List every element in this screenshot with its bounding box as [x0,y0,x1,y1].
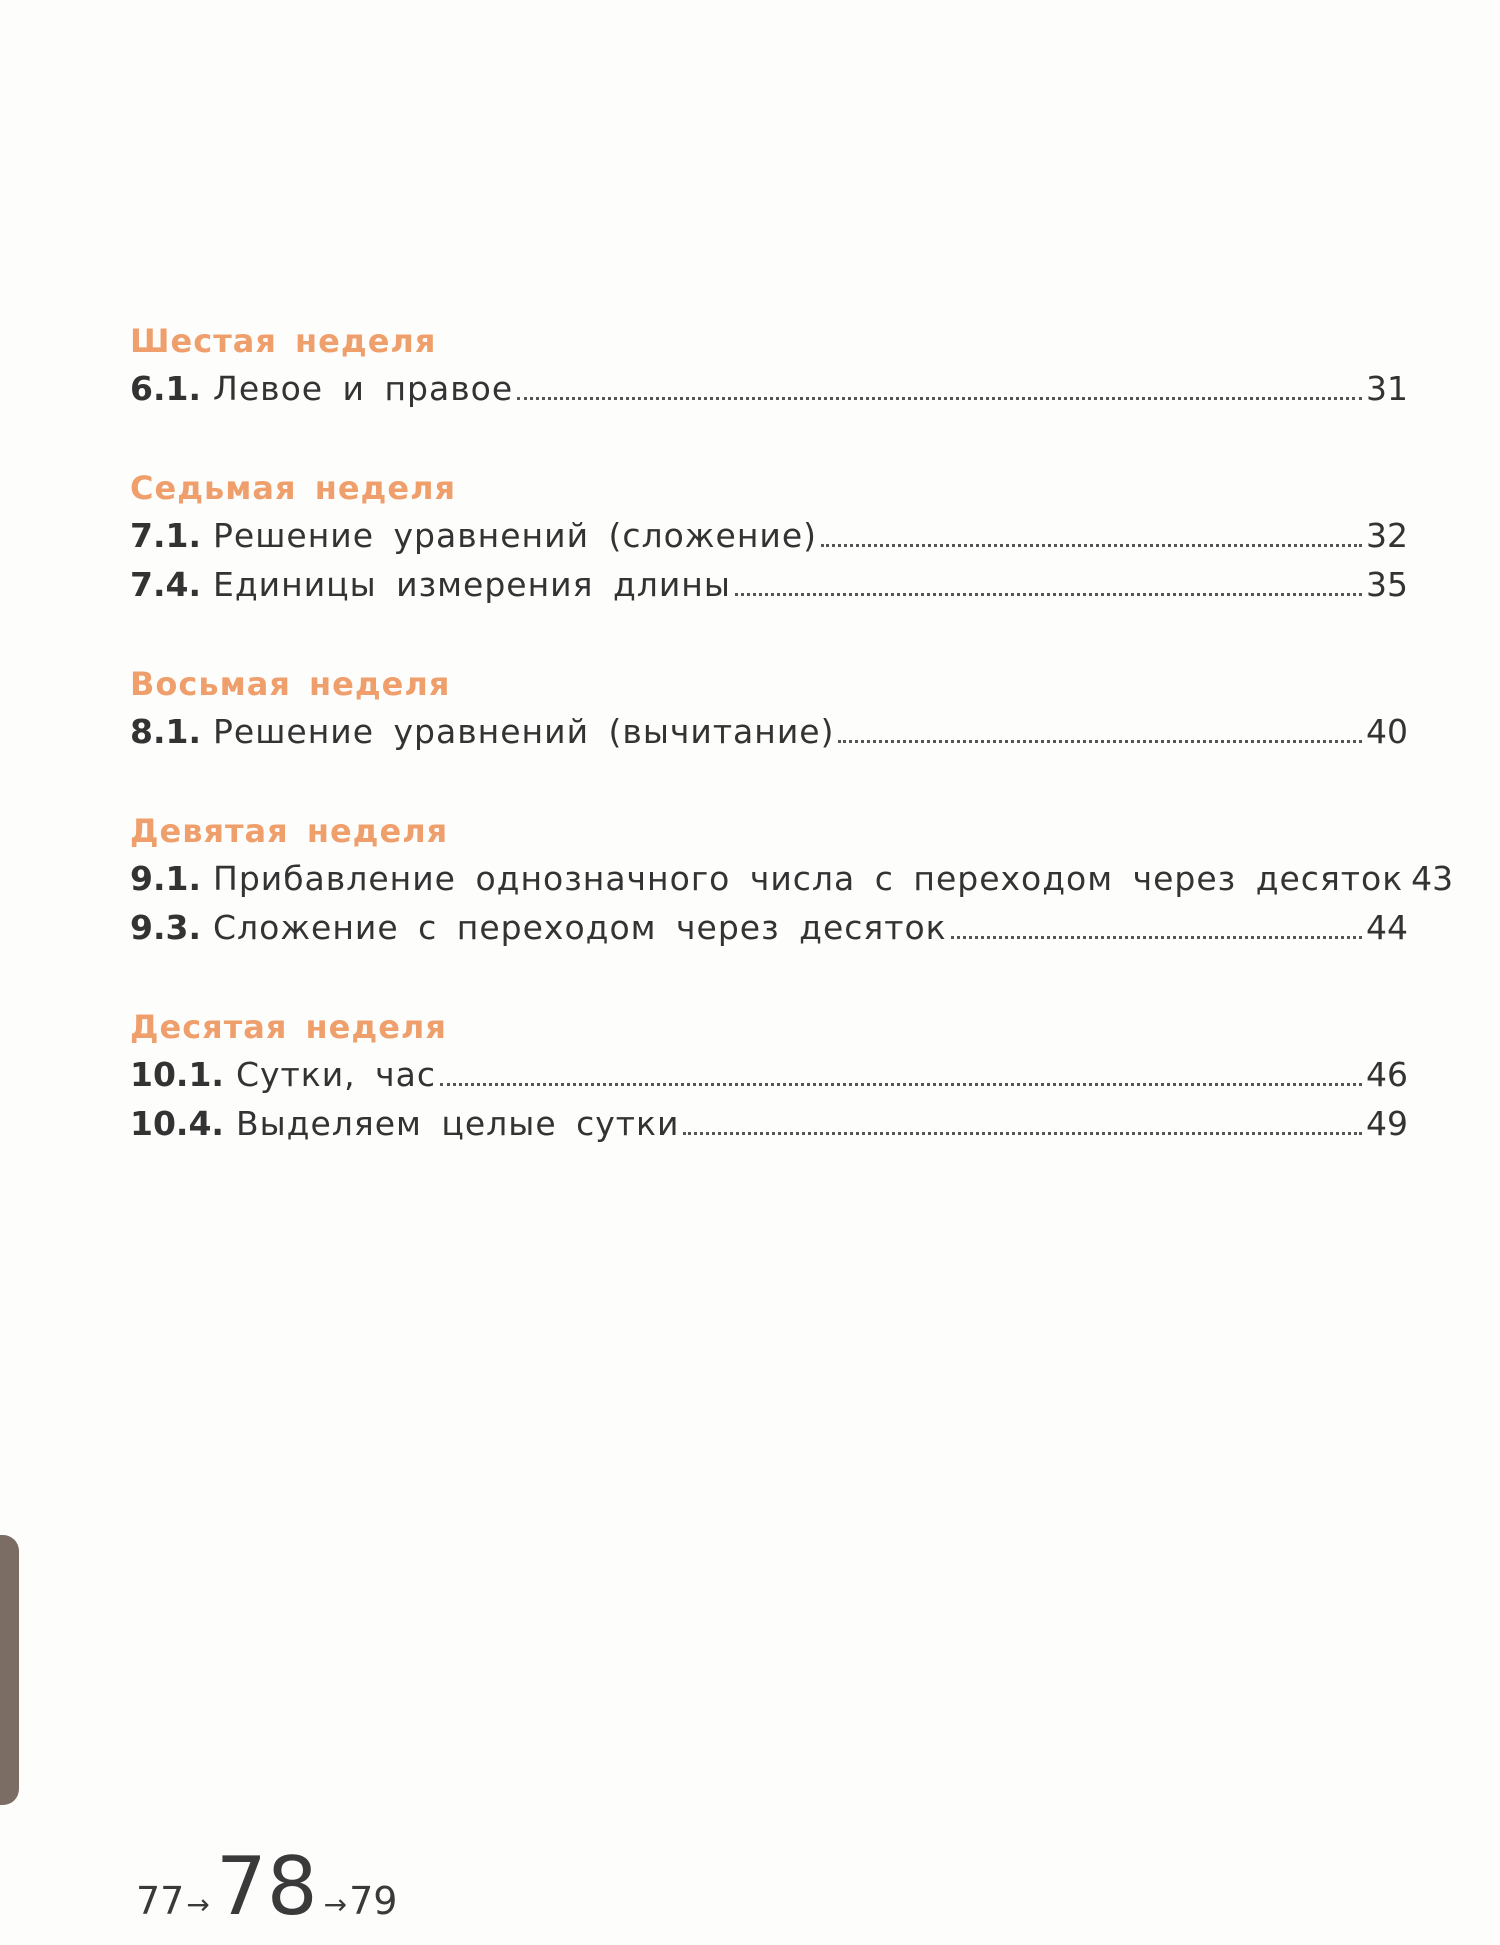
entry-page: 40 [1366,712,1408,751]
entry-title: Сутки, час [235,1055,436,1094]
entry-title: Прибавление однозначного числа с переходом через десяток [213,859,1404,898]
next-page-number[interactable]: 79 [349,1879,398,1923]
toc-section-week-9 [130,808,1454,952]
entry-page: 43 [1411,859,1454,898]
dot-leader [951,935,1362,939]
toc-entry[interactable] [130,903,1408,952]
entry-number: 7.1. [130,516,201,555]
toc-entry[interactable] [130,854,1454,903]
toc-entry[interactable] [130,1050,1408,1099]
toc-entry[interactable] [130,1099,1408,1148]
prev-page-number[interactable]: 77 [136,1879,185,1923]
toc-entry[interactable] [130,707,1408,756]
toc-entry[interactable] [130,364,1408,413]
arrow-right-icon: → [323,1888,348,1921]
arrow-right-icon: → [186,1888,210,1921]
entry-page: 49 [1366,1104,1408,1143]
entry-title: Решение уравнений (вычитание) [213,712,835,751]
entry-title: Выделяем целые сутки [235,1104,680,1143]
toc-section-week-7 [130,465,1408,609]
dot-leader [735,592,1362,596]
entry-title: Решение уравнений (сложение) [213,516,818,555]
section-title: Шестая неделя [130,322,437,360]
entry-page: 32 [1366,516,1408,555]
section-title: Девятая неделя [130,812,449,850]
dot-leader [683,1131,1362,1135]
dot-leader [440,1082,1362,1086]
toc-entry[interactable] [130,560,1408,609]
entry-number: 9.3. [130,908,201,947]
entry-number: 7.4. [130,565,201,604]
dot-leader [517,396,1362,400]
entry-page: 35 [1366,565,1408,604]
toc-section-week-10 [130,1004,1408,1148]
page-navigator [136,1840,397,1933]
toc-section-week-6 [130,318,1408,413]
entry-page: 46 [1366,1055,1408,1094]
entry-page: 31 [1366,369,1408,408]
entry-number: 8.1. [130,712,201,751]
toc-entry[interactable] [130,511,1408,560]
section-title: Десятая неделя [130,1008,447,1046]
entry-number: 6.1. [130,369,201,408]
entry-number: 9.1. [130,859,201,898]
current-page-number: 78 [215,1840,318,1933]
page-edge-tab [0,1535,19,1805]
section-title: Седьмая неделя [130,469,457,507]
entry-number: 10.1. [130,1055,224,1094]
entry-title: Левое и правое [213,369,514,408]
entry-title: Единицы измерения длины [213,565,731,604]
toc-section-week-8 [130,661,1408,756]
dot-leader [821,543,1362,547]
dot-leader [838,739,1362,743]
entry-title: Сложение с переходом через десяток [213,908,947,947]
entry-page: 44 [1366,908,1408,947]
section-title: Восьмая неделя [130,665,451,703]
entry-number: 10.4. [130,1104,224,1143]
table-of-contents [130,318,1454,1200]
